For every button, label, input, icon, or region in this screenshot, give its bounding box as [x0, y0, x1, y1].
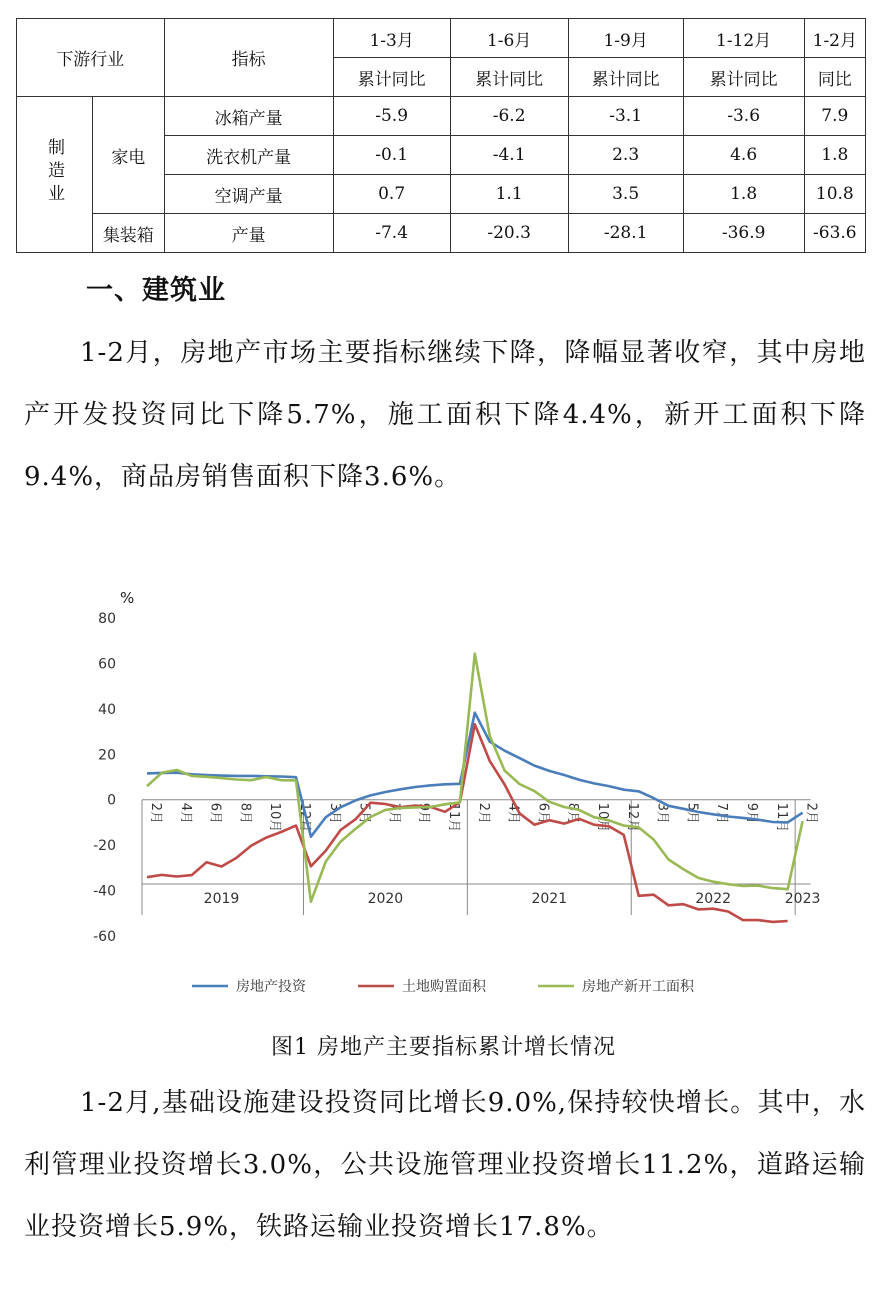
value-cell: 4.6	[683, 136, 804, 175]
series-line	[147, 654, 803, 902]
year-label: 2022	[695, 891, 732, 907]
month-tick-label: 9月	[744, 802, 759, 824]
y-tick-label: 60	[98, 656, 116, 673]
value-cell: 10.8	[804, 175, 865, 214]
month-tick-label: 5月	[356, 802, 372, 824]
value-cell: 1.8	[804, 136, 865, 175]
value-cell: 3.5	[568, 175, 683, 214]
month-tick-label: 5月	[684, 802, 700, 824]
figure-caption: 图1 房地产主要指标累计增长情况	[271, 1035, 616, 1060]
month-tick-label: 6月	[207, 802, 223, 824]
value-cell: -3.6	[683, 97, 804, 136]
month-tick-label: 8月	[565, 802, 581, 824]
y-tick-label: 80	[98, 611, 116, 627]
indicator-cell: 空调产量	[164, 175, 333, 214]
month-tick-label: 12月	[624, 802, 640, 833]
legend-label: 房地产投资	[236, 979, 306, 995]
value-cell: 1.8	[683, 175, 804, 214]
header-period: 1-2月	[804, 19, 865, 58]
header-indicator: 指标	[164, 19, 333, 97]
month-tick-label: 8月	[237, 802, 253, 824]
month-tick-label: 3月	[326, 802, 342, 824]
year-label: 2019	[203, 891, 240, 907]
paragraph-2: 1-2月,基础设施建设投资同比增长9.0%,保持较快增长。其中，水利管理业投资增长3.0%，公共设施管理业投资增长11.2%，道路运输业投资增长5.9%，铁路运输业投资增长17.8%。	[24, 1088, 866, 1242]
group-label-text: 制造业	[44, 137, 64, 207]
month-tick-label: 7月	[386, 802, 402, 824]
value-cell: 7.9	[804, 97, 865, 136]
indicator-cell: 冰箱产量	[164, 97, 333, 136]
month-tick-label: 10月	[267, 802, 283, 833]
legend-label: 土地购置面积	[402, 979, 486, 995]
value-cell: 2.3	[568, 136, 683, 175]
category-cell: 家电	[93, 97, 165, 214]
header-sub: 累计同比	[333, 58, 450, 97]
month-tick-label: 11月	[446, 802, 461, 833]
month-tick-label: 2月	[148, 802, 163, 824]
month-tick-label: 6月	[535, 802, 551, 824]
month-tick-label: 3月	[654, 802, 670, 824]
year-label: 2023	[784, 891, 820, 907]
real-estate-line-chart	[80, 585, 820, 1015]
industry-table	[16, 18, 866, 253]
value-cell: -7.4	[333, 214, 450, 253]
paragraph-1: 1-2月，房地产市场主要指标继续下降，降幅显著收窄，其中房地产开发投资同比下降5.7%，施工面积下降4.4%，新开工面积下降9.4%，商品房销售面积下降3.6%。	[24, 338, 866, 492]
month-tick-label: 2月	[803, 802, 819, 824]
header-period: 1-9月	[568, 19, 683, 58]
month-tick-label: 12月	[297, 802, 312, 833]
value-cell: -20.3	[450, 214, 568, 253]
group-label	[17, 97, 93, 253]
y-tick-label: 0	[107, 792, 116, 809]
y-tick-label: 20	[98, 747, 116, 764]
header-industry: 下游行业	[17, 19, 165, 97]
header-sub: 累计同比	[450, 58, 568, 97]
header-sub: 同比	[804, 58, 865, 97]
year-label: 2021	[531, 891, 568, 907]
month-tick-label: 11月	[773, 802, 789, 833]
month-tick-label: 4月	[177, 802, 193, 824]
y-tick-label: -20	[93, 838, 116, 855]
value-cell: -0.1	[333, 136, 450, 175]
value-cell: -6.2	[450, 97, 568, 136]
header-sub: 累计同比	[568, 58, 683, 97]
month-tick-label: 4月	[505, 802, 521, 824]
month-tick-label: 10月	[595, 802, 610, 833]
y-tick-label: -40	[93, 883, 116, 900]
year-label: 2020	[367, 891, 404, 907]
month-tick-label: 9月	[416, 802, 432, 824]
section-heading: 一、建筑业	[86, 275, 226, 306]
value-cell: -3.1	[568, 97, 683, 136]
value-cell: 0.7	[333, 175, 450, 214]
month-tick-label: 7月	[714, 802, 730, 824]
y-tick-label: -60	[93, 929, 116, 945]
value-cell: -63.6	[804, 214, 865, 253]
value-cell: -36.9	[683, 214, 804, 253]
header-period: 1-3月	[333, 19, 450, 58]
header-period: 1-6月	[450, 19, 568, 58]
month-tick-label: 2月	[475, 802, 491, 824]
header-sub: 累计同比	[683, 58, 804, 97]
y-axis-unit: %	[120, 589, 135, 607]
value-cell: 1.1	[450, 175, 568, 214]
category-cell: 集装箱	[93, 214, 165, 253]
legend-label: 房地产新开工面积	[582, 979, 694, 995]
indicator-cell: 洗衣机产量	[164, 136, 333, 175]
value-cell: -28.1	[568, 214, 683, 253]
value-cell: -5.9	[333, 97, 450, 136]
value-cell: -4.1	[450, 136, 568, 175]
header-period: 1-12月	[683, 19, 804, 58]
y-tick-label: 40	[98, 701, 116, 718]
indicator-cell: 产量	[164, 214, 333, 253]
